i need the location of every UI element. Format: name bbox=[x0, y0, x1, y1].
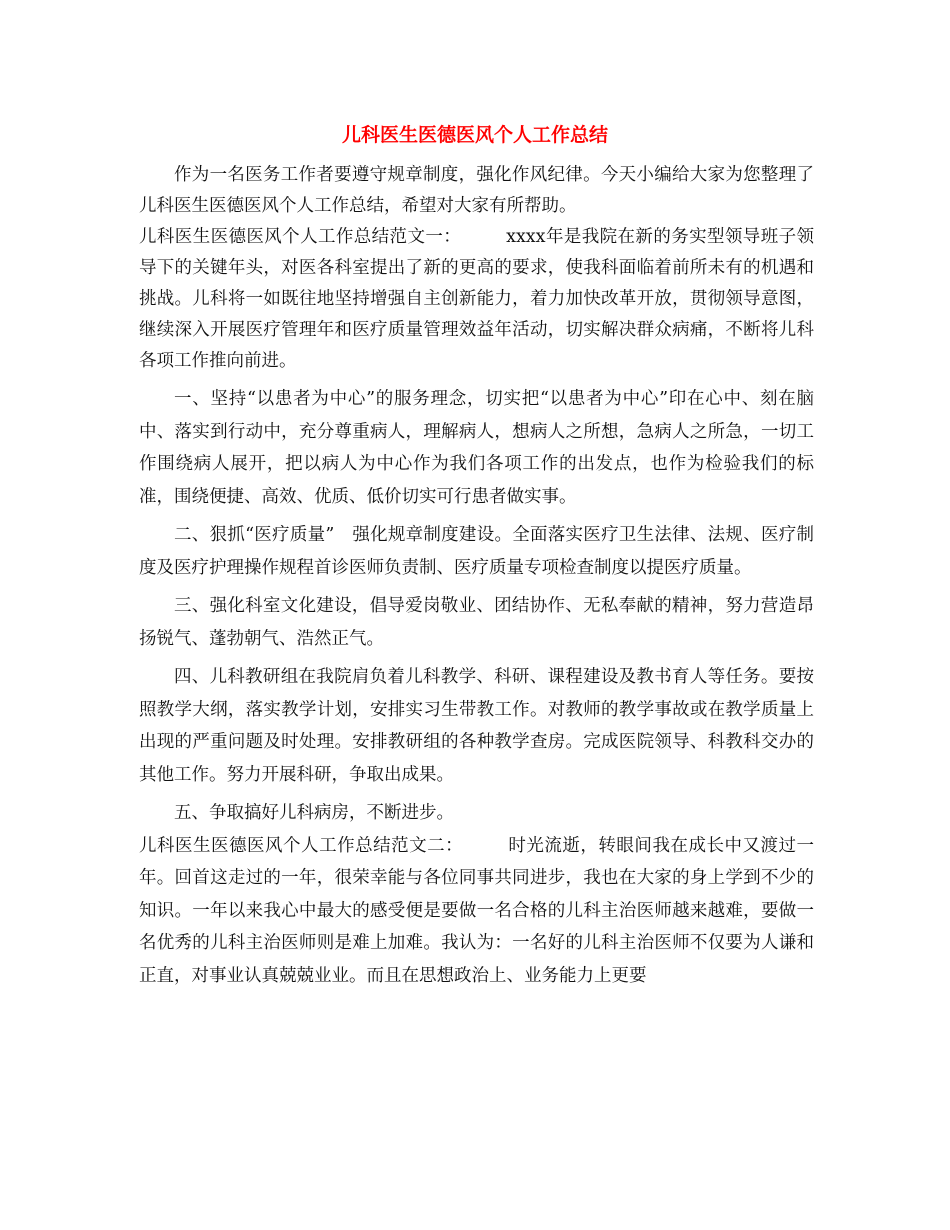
point-three-paragraph: 三、强化科室文化建设，倡导爱岗敬业、团结协作、无私奉献的精神，努力营造昂扬锐气、蓬勃朝气、浩然正气。 bbox=[139, 596, 814, 649]
sample-two-paragraph: 儿科医生医德医风个人工作总结范文二： 时光流逝，转眼间我在成长中又渡过一年。回首这走过的一年，很荣幸能与各位同事共同进步，我也在大家的身上学到不少的知识。一年以来我心中最大的感受便是要做一名合格的儿科主治医师越来越难，要做一名优秀的儿科主治医师则是难上加难。我认为：一名好的儿科主治医师不仅要为人谦和正直，对事业认真兢兢业业。而且在思想政治上、业务能力上更要 bbox=[139, 835, 814, 986]
point-five-paragraph: 五、争取搞好儿科病房，不断进步。 bbox=[174, 803, 454, 823]
document-body bbox=[139, 160, 814, 992]
intro-paragraph: 作为一名医务工作者要遵守规章制度，强化作风纪律。今天小编给大家为您整理了儿科医生医德医风个人工作总结，希望对大家有所帮助。 bbox=[139, 165, 814, 216]
point-four-paragraph: 四、儿科教研组在我院肩负着儿科教学、科研、课程建设及教书育人等任务。要按照教学大纲，落实教学计划，安排实习生带教工作。对教师的教学事故或在教学质量上出现的严重问题及时处理。安排教研组的各种教学查房。完成医院领导、科教科交办的其他工作。努力开展科研，争取出成果。 bbox=[139, 667, 814, 785]
sample-one-paragraph: 儿科医生医德医风个人工作总结范文一： xxxx年是我院在新的务实型领导班子领导下的关键年头，对医各科室提出了新的更高的要求，使我科面临着前所未有的机遇和挑战。儿科将一如既往地坚持增强自主创新能力，着力加快改革开放，贯彻领导意图，继续深入开展医疗管理年和医疗质量管理效益年活动，切实解决群众病痛，不断将儿科各项工作推向前进。 bbox=[139, 227, 814, 371]
point-two-paragraph: 二、狠抓“医疗质量” 强化规章制度建设。全面落实医疗卫生法律、法规、医疗制度及医疗护理操作规程首诊医师负责制、医疗质量专项检查制度以提医疗质量。 bbox=[139, 525, 814, 578]
point-one-paragraph: 一、坚持“以患者为中心”的服务理念，切实把“以患者为中心”印在心中、刻在脑中、落实到行动中，充分尊重病人，理解病人，想病人之所想，急病人之所急，一切工作围绕病人展开，把以病人为中心作为我们各项工作的出发点，也作为检验我们的标准，围绕便捷、高效、优质、低价切实可行患者做实事。 bbox=[139, 389, 814, 507]
document-title: 儿科医生医德医风个人工作总结 bbox=[341, 124, 608, 146]
